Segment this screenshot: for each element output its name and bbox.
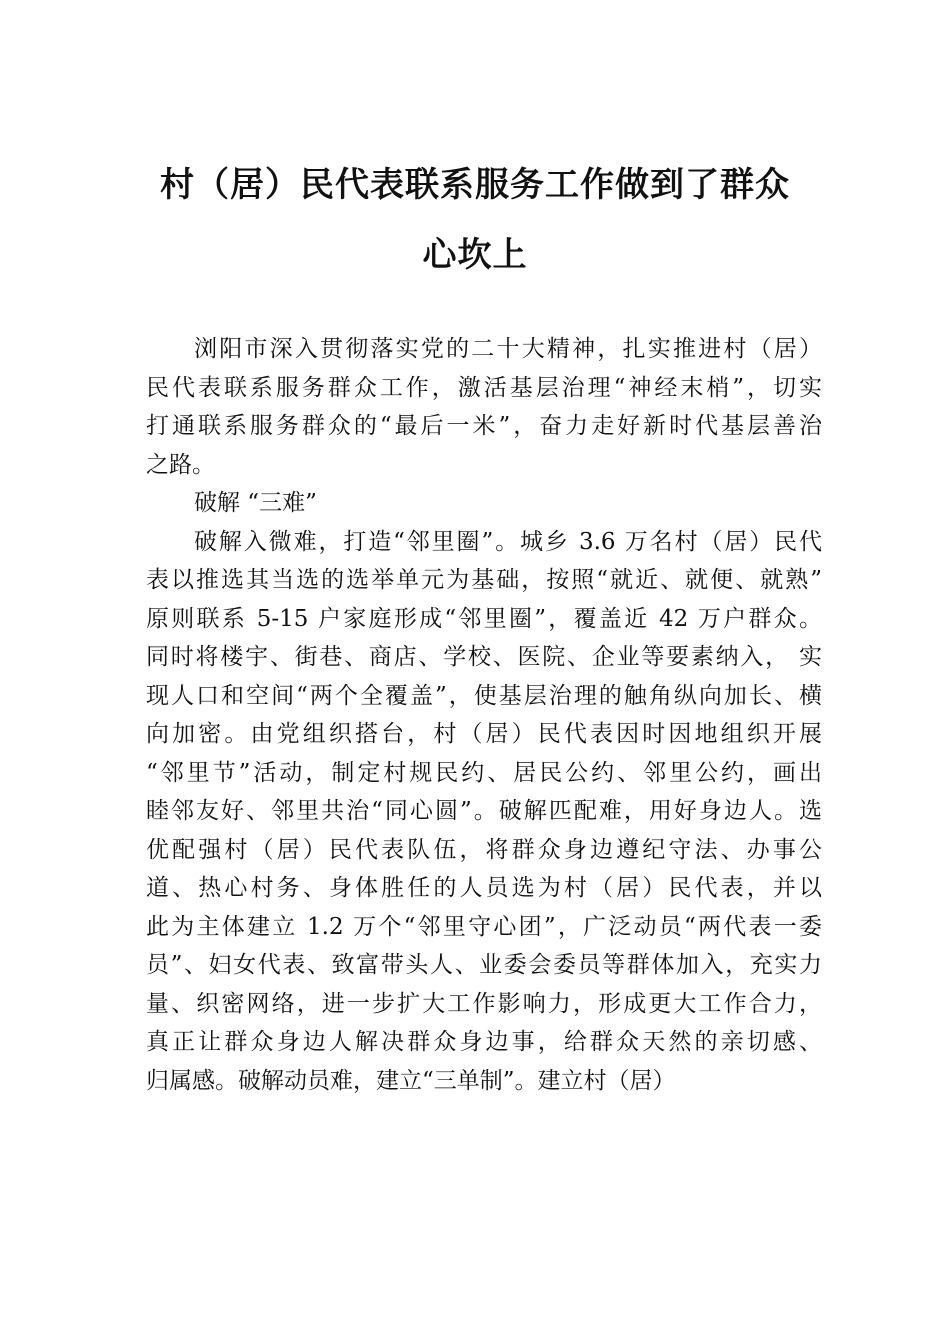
body-line: 优配强村（居）民代表队伍，将群众身边遵纪守法、办事公: [146, 836, 822, 863]
body-line: 浏阳市深入贯彻落实党的二十大精神，扎实推进村（居）: [194, 336, 822, 362]
body-line: 原则联系 5-15 户家庭形成“邻里圈”，覆盖近 42 万户群众。: [146, 605, 822, 632]
body-line: 表以推选其当选的选举单元为基础，按照“就近、就便、就熟”: [146, 567, 822, 593]
body-line: 破解入微难，打造“邻里圈”。城乡 3.6 万名村（居）民代: [194, 528, 822, 555]
body-line: 真正让群众身边人解决群众身边事，给群众天然的亲切感、: [146, 1029, 822, 1055]
section-heading: 破解 “三难”: [194, 490, 317, 516]
body-line: 量、织密网络，进一步扩大工作影响力，形成更大工作合力，: [146, 990, 822, 1017]
document-body: [146, 330, 822, 1100]
title-line-1: 村（居）民代表联系服务工作做到了群众: [160, 165, 790, 205]
body-line: 归属感。破解动员难，建立“三单制”。建立村（居）: [146, 1067, 676, 1094]
body-line: 民代表联系服务群众工作，激活基层治理“神经末梢”，切实: [146, 374, 822, 401]
body-line: 同时将楼宇、街巷、商店、学校、医院、企业等要素纳入， 实: [146, 644, 822, 670]
title-line-2: 心坎上: [422, 235, 528, 275]
body-line: 睦邻友好、邻里共治“同心圆”。破解匹配难，用好身边人。选: [146, 798, 822, 824]
body-line: 打通联系服务群众的“最后一米”，奋力走好新时代基层善治: [146, 413, 822, 439]
body-line: 现人口和空间“两个全覆盖”，使基层治理的触角纵向加长、横: [146, 682, 822, 709]
body-line: 向加密。由党组织搭台，村（居）民代表因时因地组织开展: [146, 721, 822, 747]
body-line: 之路。: [146, 451, 215, 478]
body-line: 此为主体建立 1.2 万个“邻里守心团”，广泛动员“两代表一委: [146, 913, 822, 940]
body-line: 员”、妇女代表、致富带头人、业委会委员等群体加入，充实力: [146, 952, 822, 978]
body-line: “邻里节”活动，制定村规民约、居民公约、邻里公约，画出: [146, 759, 822, 786]
body-line: 道、热心村务、身体胜任的人员选为村（居）民代表，并以: [146, 875, 822, 901]
document-title: [120, 150, 830, 290]
